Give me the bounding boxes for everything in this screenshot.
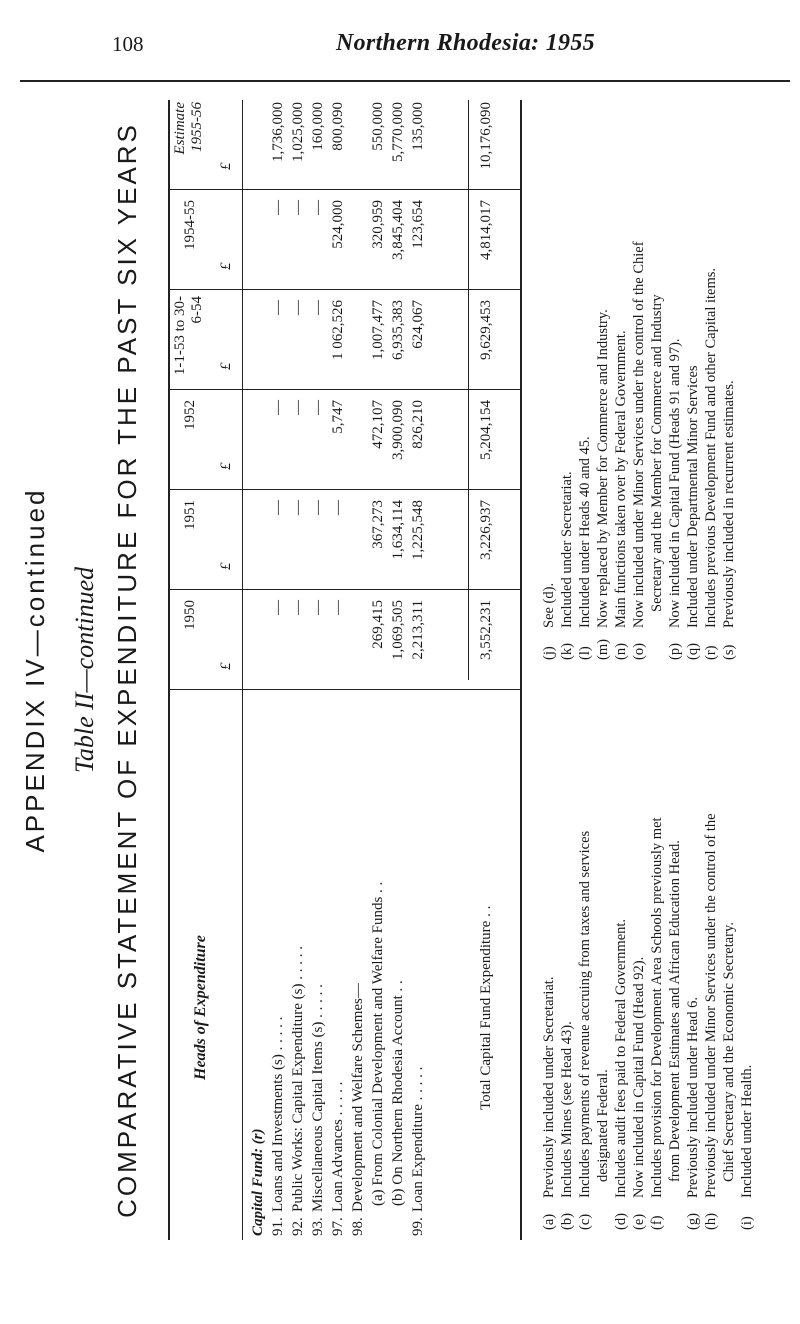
table-row-label: [410, 1067, 427, 1236]
unit-label: £: [218, 162, 234, 170]
footnote-key: (p): [667, 643, 683, 660]
column-header-1951: 1951: [182, 500, 198, 530]
footnote: [540, 241, 558, 660]
table-row-label: [290, 946, 307, 1236]
footnote: [558, 241, 576, 660]
footnote-text: Includes payments of revenue accruing from taxes and services: [577, 830, 593, 1198]
footnote-text: Includes previous Development Fund and other Capital items.: [703, 267, 719, 628]
row-number: 98.: [350, 1217, 366, 1236]
row-text: Loan Expenditure . . . . .: [410, 1066, 426, 1212]
table-cell: 2,213,311: [410, 600, 426, 660]
table-cell: 1 062,526: [330, 300, 346, 360]
table-cell: 472,107: [370, 400, 386, 449]
table-cell: —: [270, 500, 286, 515]
table-row-label: [350, 983, 367, 1236]
column-header-1952: 1952: [182, 400, 198, 430]
table-row-label: [310, 984, 327, 1236]
table-cell: 1,007,477: [370, 300, 386, 360]
footnote-text: Includes audit fees paid to Federal Government.: [613, 918, 629, 1198]
table-cell: —: [330, 600, 346, 615]
footnote-continuation: Chief Secretary and the Economic Secretary.: [721, 922, 737, 1182]
footnotes-left: [540, 813, 756, 1230]
footnote-key: (h): [703, 1213, 719, 1230]
footnote: [558, 813, 576, 1230]
footnote-text: Now included under Minor Services under the control of the Chief: [631, 241, 647, 628]
total-rule: [468, 100, 469, 680]
table-cell: —: [310, 600, 326, 615]
appendix-title: APPENDIX IV—continued: [20, 487, 50, 853]
footnote: [630, 813, 648, 1230]
table-cell: —: [270, 400, 286, 415]
footnote-key: (d): [613, 1213, 629, 1230]
footnote: [666, 241, 684, 660]
statement-title: COMPARATIVE STATEMENT OF EXPENDITURE FOR THE PAST SIX YEARS: [112, 122, 142, 1218]
table-title: Table II—continued: [70, 566, 99, 774]
footnote-text: Included under Departmental Minor Services: [685, 365, 701, 628]
footnote-key: (k): [559, 643, 575, 660]
footnote-key: (q): [685, 643, 701, 660]
table-cell: —: [290, 300, 306, 315]
column-header-1953-54: 1-1-53 to 30-6-54: [172, 296, 205, 376]
table-cell: 3,845,404: [390, 200, 406, 260]
table-cell: —: [290, 400, 306, 415]
footnote: [738, 813, 756, 1230]
table-cell: —: [310, 300, 326, 315]
table-cell: 135,000: [410, 102, 426, 151]
footnote-text: Includes Mines (see Head 43).: [559, 1021, 575, 1198]
total-cell: 9,629,453: [478, 300, 494, 360]
footnote-key: (s): [721, 644, 737, 660]
header-bottom-rule: [242, 100, 243, 1240]
row-number: 99.: [410, 1217, 426, 1236]
table-cell: —: [310, 500, 326, 515]
table-cell: —: [290, 200, 306, 215]
row-text: Loan Advances . . . . .: [330, 1081, 346, 1212]
footnotes-right: [540, 241, 738, 660]
table-cell: 3,900,090: [390, 400, 406, 460]
footnote: [630, 241, 648, 660]
heads-of-expenditure-label: Heads of Expenditure: [192, 935, 209, 1080]
total-cell: 3,226,937: [478, 500, 494, 560]
total-row-label: Total Capital Fund Expenditure . .: [478, 905, 494, 1110]
footnote-text: Previously included in recurrent estimates.: [721, 380, 737, 628]
footnote: [702, 241, 720, 660]
table-row-label: [370, 882, 387, 1206]
unit-label: £: [218, 462, 234, 470]
column-separator: [168, 689, 520, 690]
table-cell: 1,069,505: [390, 600, 406, 660]
table-row-label: [330, 1082, 347, 1236]
footnote-key: (i): [739, 1216, 755, 1230]
row-number: 93.: [310, 1217, 326, 1236]
row-number: 91.: [270, 1217, 286, 1236]
section-label: Capital Fund: (r): [250, 1128, 266, 1236]
column-header-1954-55: 1954-55: [182, 200, 198, 250]
running-title: Northern Rhodesia: 1955: [336, 30, 595, 56]
table-cell: 320,959: [370, 200, 386, 249]
total-cell: 3,552,231: [478, 600, 494, 660]
footnote-text: Main functions taken over by Federal Government.: [613, 330, 629, 628]
footnote: [684, 241, 702, 660]
table-cell: —: [290, 600, 306, 615]
table-cell: —: [310, 200, 326, 215]
table-cell: 1,225,548: [410, 500, 426, 560]
table-cell: 624,067: [410, 300, 426, 349]
table-cell: 1,634,114: [390, 500, 406, 560]
rotated-table-page: [20, 90, 755, 1250]
footnote-key: (a): [541, 1213, 557, 1230]
footnote: [702, 813, 720, 1230]
table-cell: 6,935,383: [390, 300, 406, 360]
unit-label: £: [218, 562, 234, 570]
unit-label: £: [218, 362, 234, 370]
table-cell: —: [270, 600, 286, 615]
footnote: [540, 813, 558, 1230]
table-cell: 1,736,000: [270, 102, 286, 162]
table-cell: 826,210: [410, 400, 426, 449]
footnote-text: Now included in Capital Fund (Heads 91 and 97).: [667, 338, 683, 628]
footnote-text: Previously included under Minor Services under the control of the: [703, 813, 719, 1198]
table-top-rule: [168, 100, 170, 1240]
footnote: [594, 241, 612, 660]
unit-label: £: [218, 262, 234, 270]
footnote-key: (m): [595, 639, 611, 660]
footnote-continuation: from Development Estimates and African Education Head.: [667, 840, 683, 1182]
footnote-continuation: Secretary and the Member for Commerce and Industry: [649, 294, 665, 612]
footnote-text: Included under Health.: [739, 1064, 755, 1198]
footnote-text: Includes provision for Development Area Schools previously met: [649, 817, 665, 1198]
table-cell: 160,000: [310, 102, 326, 151]
footnote-key: (o): [631, 643, 647, 660]
row-text: Public Works: Capital Expenditure (s) . . . . .: [290, 946, 306, 1212]
unit-label: £: [218, 662, 234, 670]
total-cell: 10,176,090: [478, 102, 494, 170]
footnote-text: Previously included under Head 6.: [685, 997, 701, 1198]
table-cell: 524,000: [330, 200, 346, 249]
footnote-key: (g): [685, 1213, 701, 1230]
table-cell: 550,000: [370, 102, 386, 151]
footnote-key: (b): [559, 1213, 575, 1230]
column-header-1950: 1950: [182, 600, 198, 630]
page-number: 108: [112, 32, 144, 56]
table-cell: 1,025,000: [290, 102, 306, 162]
footnote: [720, 241, 738, 660]
table-cell: 269,415: [370, 600, 386, 649]
footnote: [612, 813, 630, 1230]
footnote-key: (r): [703, 645, 719, 660]
footnote-key: (f): [649, 1215, 665, 1230]
footnote-text: Included under Heads 40 and 45.: [577, 436, 593, 628]
table-cell: 5,747: [330, 400, 346, 434]
footnote: [684, 813, 702, 1230]
row-number: 97.: [330, 1217, 346, 1236]
footnote-key: (c): [577, 1213, 593, 1230]
row-text: Miscellaneous Capital Items (s) . . . . .: [310, 984, 326, 1212]
table-cell: —: [290, 500, 306, 515]
column-header-estimate-1955-56: Estimate 1955-56: [172, 102, 205, 155]
footnote: [612, 241, 630, 660]
table-cell: —: [270, 300, 286, 315]
table-cell: —: [270, 200, 286, 215]
footnote-key: (e): [631, 1213, 647, 1230]
table-cell: 367,273: [370, 500, 386, 549]
footnote-text: Now replaced by Member for Commerce and Industry.: [595, 309, 611, 628]
table-row-label: [390, 980, 407, 1206]
table-cell: 800,090: [330, 102, 346, 151]
table-cell: —: [330, 500, 346, 515]
footnote-key: (n): [613, 643, 629, 660]
footnote-text: Now included in Capital Fund (Head 92).: [631, 956, 647, 1198]
table-cell: 5,770,000: [390, 102, 406, 162]
footnote-text: See (d).: [541, 582, 557, 628]
row-text: (a) From Colonial Development and Welfare Funds . .: [370, 881, 386, 1206]
row-text: Loans and Investments (s) . . . . .: [270, 1016, 286, 1212]
header-rule: [20, 80, 790, 82]
row-number: 92.: [290, 1217, 306, 1236]
footnote-continuation: designated Federal.: [595, 1069, 611, 1182]
row-text: Development and Welfare Schemes—: [350, 983, 366, 1212]
table-bottom-rule: [520, 100, 522, 1240]
footnote-key: (l): [577, 646, 593, 660]
footnote-text: Included under Secretariat.: [559, 471, 575, 628]
row-text: (b) On Northern Rhodesia Account . .: [390, 980, 406, 1206]
footnote-key: (j): [541, 646, 557, 660]
table-cell: —: [310, 400, 326, 415]
footnote: [648, 813, 666, 1230]
footnote: [576, 241, 594, 660]
total-cell: 5,204,154: [478, 400, 494, 460]
table-cell: 123,654: [410, 200, 426, 249]
total-cell: 4,814,017: [478, 200, 494, 260]
footnote-text: Previously included under Secretariat.: [541, 976, 557, 1198]
table-row-label: [270, 1017, 287, 1236]
footnote: [576, 813, 594, 1230]
